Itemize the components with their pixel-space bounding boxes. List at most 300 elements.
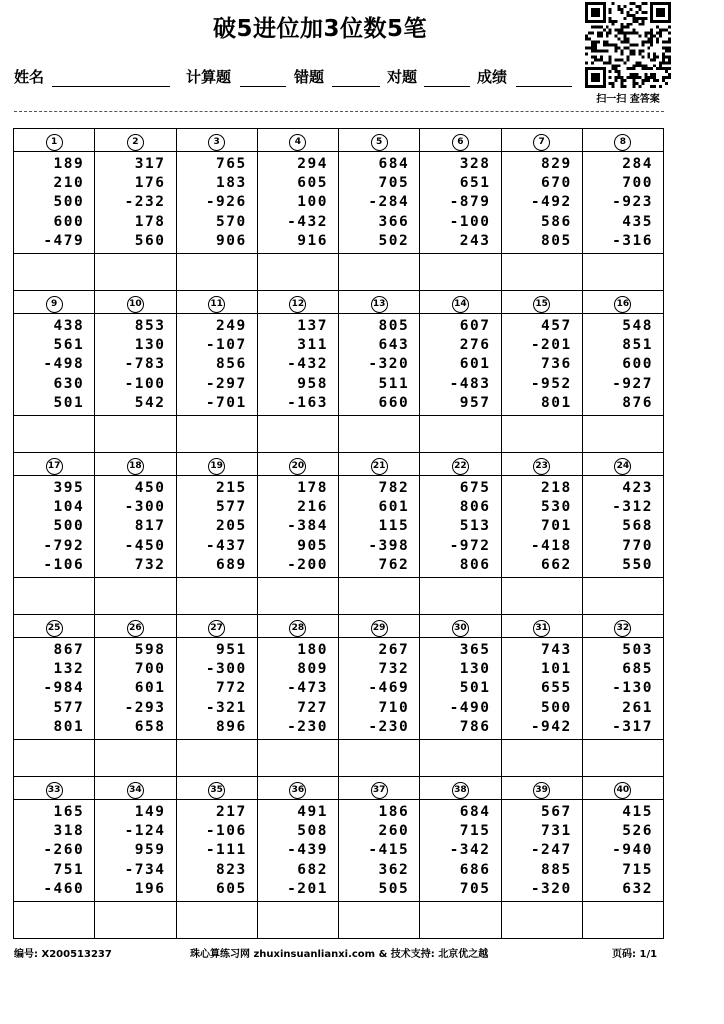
problem-number: 33 [46,782,63,799]
addend-value: 601 [378,499,410,516]
answer-cell[interactable] [582,254,663,291]
problem-values-cell [14,476,95,578]
problem-number-cell [14,453,95,476]
addend-value: -952 [530,375,572,392]
addend-value: 682 [297,861,328,878]
addend-value: 658 [134,718,166,735]
addend-value: 876 [622,394,653,411]
addend-value: 885 [541,861,572,878]
addend-value: 180 [297,642,328,658]
problem-number: 6 [452,134,469,151]
addend-value: 605 [297,175,328,192]
problem-values-cell [176,800,257,902]
addend-value: -163 [287,394,328,411]
addend-value: 715 [622,861,653,878]
addend-value: -498 [43,356,85,373]
problem-values-cell [14,152,95,254]
addend-value: 851 [622,337,653,354]
addend-value: 450 [134,480,166,496]
addend-value: 906 [216,232,247,249]
addend-value: 526 [622,823,653,840]
addend-value: 186 [378,804,410,820]
problem-values-cell [420,638,501,740]
answer-cell[interactable] [582,416,663,453]
addend-value: 457 [541,318,572,334]
addend-value: 366 [378,213,410,230]
addend-value: 137 [297,318,328,334]
answer-cell[interactable] [339,740,420,777]
addend-value: 689 [216,556,247,573]
addend-value: -300 [205,661,247,678]
problem-values-cell [501,476,582,578]
addend-value: 762 [378,556,410,573]
problem-values-cell [420,152,501,254]
addend-value: 542 [134,394,166,411]
problem-number-cell [257,129,338,152]
name-field[interactable] [52,86,170,87]
addend-value: 685 [622,661,653,678]
answer-cell[interactable] [501,578,582,615]
problem-number: 9 [46,296,63,313]
answer-cell[interactable] [95,254,176,291]
addend-value: 362 [378,861,410,878]
score-field[interactable] [516,86,572,87]
answer-cell[interactable] [582,740,663,777]
addend-value: 500 [53,194,85,211]
problem-number: 30 [452,620,469,637]
answer-cell[interactable] [14,578,95,615]
addend-value: 662 [541,556,572,573]
problem-number-cell [582,453,663,476]
problem-values-cell [95,314,176,416]
addend-value: 317 [134,156,166,172]
addend-value: 210 [53,175,85,192]
addend-value: 607 [459,318,491,334]
answer-cell[interactable] [95,416,176,453]
addend-value: 853 [134,318,166,334]
problem-values-cell [582,800,663,902]
problem-number: 24 [614,458,631,475]
addend-value: 284 [622,156,653,172]
answer-cell[interactable] [95,902,176,939]
addend-value: -879 [449,194,491,211]
problem-number-cell [95,291,176,314]
addend-value: 550 [622,556,653,573]
problem-values-cell [176,152,257,254]
answer-cell[interactable] [339,902,420,939]
addend-value: -247 [530,842,572,859]
addend-value: 601 [134,680,166,697]
footer-page: 页码: 1/1 [612,949,658,960]
problem-values-cell [582,476,663,578]
answer-cell[interactable] [14,416,95,453]
answer-cell[interactable] [14,902,95,939]
wrong-count-label: 错题 [294,68,325,86]
addend-value: 165 [53,804,85,820]
addend-value: 311 [297,337,328,354]
addend-value: 505 [378,880,410,897]
addend-value: 318 [53,823,85,840]
problem-number: 15 [533,296,550,313]
problem-number-cell [176,615,257,638]
addend-value: 686 [459,861,491,878]
answer-cell[interactable] [420,902,501,939]
problem-number: 7 [533,134,550,151]
answer-cell[interactable] [420,740,501,777]
problem-number: 40 [614,782,631,799]
problem-number: 28 [289,620,306,637]
addend-value: -230 [287,718,328,735]
problem-number: 1 [46,134,63,151]
problem-number: 8 [614,134,631,151]
problem-number: 25 [46,620,63,637]
addend-value: 805 [378,318,410,334]
problem-number-cell [176,129,257,152]
addend-value: 438 [53,318,85,334]
problem-number-cell [501,777,582,800]
problem-values-cell [339,800,420,902]
addend-value: 261 [622,699,653,716]
addend-value: -342 [449,842,491,859]
addend-value: 806 [459,499,491,516]
addend-value: 867 [53,642,85,658]
addend-value: 570 [216,213,247,230]
answer-cell[interactable] [420,578,501,615]
addend-value: -230 [368,718,410,735]
problem-values-cell [257,638,338,740]
addend-value: 743 [541,642,572,658]
problem-number-cell [420,453,501,476]
problem-values-cell [420,800,501,902]
problem-number-cell [420,777,501,800]
problem-values-cell [501,314,582,416]
addend-value: 501 [459,680,491,697]
problem-number: 23 [533,458,550,475]
addend-value: 805 [541,232,572,249]
addend-value: 435 [622,213,653,230]
addend-value: 267 [378,642,410,658]
addend-value: 958 [297,375,328,392]
problem-number: 10 [127,296,144,313]
addend-value: 856 [216,356,247,373]
problem-values-cell [420,314,501,416]
problem-values-cell [257,152,338,254]
problem-number-cell [339,291,420,314]
addend-value: 772 [216,680,247,697]
addend-value: -130 [612,680,653,697]
answer-cell[interactable] [95,740,176,777]
answer-cell[interactable] [420,254,501,291]
addend-value: -107 [205,337,247,354]
answer-cell[interactable] [501,254,582,291]
wrong-count-field[interactable] [332,86,380,87]
addend-value: -232 [124,194,166,211]
addend-value: 530 [541,499,572,516]
problem-number-cell [95,615,176,638]
addend-value: -473 [287,680,328,697]
addend-value: 218 [541,480,572,496]
problem-number-cell [501,615,582,638]
addend-value: 801 [53,718,85,735]
addend-value: 916 [297,232,328,249]
addend-value: -783 [124,356,166,373]
problem-number-cell [339,615,420,638]
problem-number-cell [420,615,501,638]
addend-value: 196 [134,880,166,897]
addend-value: 809 [297,661,328,678]
addend-value: 500 [541,699,572,716]
problem-number: 36 [289,782,306,799]
addend-value: 205 [216,518,247,535]
addend-value: 561 [53,337,85,354]
addend-value: 577 [53,699,85,716]
problem-number-cell [339,129,420,152]
addend-value: 801 [541,394,572,411]
problem-values-cell [339,314,420,416]
addend-value: 502 [378,232,410,249]
addend-value: 959 [134,842,166,859]
addend-value: 651 [459,175,491,192]
problem-values-cell [257,800,338,902]
problem-number: 29 [371,620,388,637]
addend-value: 216 [297,499,328,516]
problem-number: 12 [289,296,306,313]
addend-value: -200 [287,556,328,573]
addend-value: 423 [622,480,653,496]
answer-cell[interactable] [339,416,420,453]
addend-value: -321 [205,699,247,716]
addend-value: 829 [541,156,572,172]
addend-value: 684 [459,804,491,820]
problem-values-cell [582,314,663,416]
problem-number-cell [582,291,663,314]
addend-value: 415 [622,804,653,820]
addend-value: -984 [43,680,85,697]
problem-values-cell [14,800,95,902]
addend-value: 500 [53,518,85,535]
addend-value: 395 [53,480,85,496]
addend-value: 217 [216,804,247,820]
addend-value: -492 [530,194,572,211]
problem-number: 38 [452,782,469,799]
addend-value: -415 [368,842,410,859]
answer-cell[interactable] [14,254,95,291]
answer-cell[interactable] [339,578,420,615]
addend-value: 806 [459,556,491,573]
addend-value: -432 [287,356,328,373]
addend-value: 905 [297,537,328,554]
addend-value: -483 [449,375,491,392]
answer-cell[interactable] [176,254,257,291]
problem-number-cell [420,291,501,314]
addend-value: -792 [43,537,85,554]
addend-value: -479 [43,232,85,249]
addend-value: 600 [53,213,85,230]
answer-cell[interactable] [582,578,663,615]
answer-cell[interactable] [257,902,338,939]
addend-value: 670 [541,175,572,192]
problem-number-cell [501,129,582,152]
addend-value: 957 [459,394,491,411]
addend-value: -284 [368,194,410,211]
addend-value: 770 [622,537,653,554]
problem-values-cell [176,314,257,416]
addend-value: 732 [134,556,166,573]
answer-cell[interactable] [176,416,257,453]
addend-value: -439 [287,842,328,859]
addend-value: -940 [612,842,653,859]
answer-cell[interactable] [176,578,257,615]
addend-value: 365 [459,642,491,658]
calc-count-field[interactable] [240,86,286,87]
problem-values-cell [339,476,420,578]
problem-number-cell [14,777,95,800]
problem-number-cell [95,777,176,800]
addend-value: -293 [124,699,166,716]
problem-number: 32 [614,620,631,637]
answer-cell[interactable] [176,740,257,777]
addend-value: 501 [53,394,85,411]
addend-value: 705 [459,880,491,897]
addend-value: 782 [378,480,410,496]
addend-value: -124 [124,823,166,840]
answer-cell[interactable] [14,740,95,777]
addend-value: 727 [297,699,328,716]
addend-value: 684 [378,156,410,172]
problem-values-cell [257,314,338,416]
addend-value: 736 [541,356,572,373]
problem-values-cell [176,476,257,578]
answer-cell[interactable] [501,740,582,777]
addend-value: -972 [449,537,491,554]
problem-number: 21 [371,458,388,475]
problem-number-cell [582,777,663,800]
problem-number: 13 [371,296,388,313]
addend-value: -100 [449,213,491,230]
answer-cell[interactable] [582,902,663,939]
problem-number-cell [257,291,338,314]
problem-number-cell [501,453,582,476]
qr-code-icon[interactable] [584,2,672,88]
right-count-field[interactable] [424,86,470,87]
addend-value: 732 [378,661,410,678]
addend-value: 130 [459,661,491,678]
addend-value: 577 [216,499,247,516]
addend-value: 243 [459,232,491,249]
problem-number: 11 [208,296,225,313]
addend-value: 508 [297,823,328,840]
addend-value: -701 [205,394,247,411]
problem-values-cell [501,800,582,902]
addend-value: 149 [134,804,166,820]
problem-values-cell [582,152,663,254]
addend-value: 260 [378,823,410,840]
addend-value: 104 [53,499,85,516]
answer-cell[interactable] [95,578,176,615]
addend-value: 700 [134,661,166,678]
answer-cell[interactable] [339,254,420,291]
addend-value: -106 [43,556,85,573]
right-count-label: 对题 [387,68,418,86]
problem-number-cell [339,777,420,800]
cut-line-divider [14,111,664,112]
qr-caption: 扫一扫 查答案 [596,94,660,105]
addend-value: -320 [530,880,572,897]
footer-site: 珠心算练习网 zhuxinsuanlianxi.com & 技术支持: 北京优之越 [190,949,489,960]
addend-value: 715 [459,823,491,840]
addend-value: 701 [541,518,572,535]
answer-cell[interactable] [257,416,338,453]
addend-value: 643 [378,337,410,354]
addend-value: -312 [612,499,653,516]
answer-cell[interactable] [420,416,501,453]
addend-value: -100 [124,375,166,392]
answer-cell[interactable] [257,254,338,291]
addend-value: 823 [216,861,247,878]
problem-values-cell [582,638,663,740]
problem-values-cell [95,638,176,740]
problem-number-cell [95,453,176,476]
problem-number: 5 [371,134,388,151]
addend-value: -923 [612,194,653,211]
page-title: 破5进位加3位数5笔 [212,16,427,42]
problem-values-cell [501,638,582,740]
addend-value: -460 [43,880,85,897]
addend-value: 600 [622,356,653,373]
answer-cell[interactable] [257,578,338,615]
addend-value: -490 [449,699,491,716]
addend-value: 511 [378,375,410,392]
answer-cell[interactable] [501,416,582,453]
addend-value: -300 [124,499,166,516]
problem-values-cell [339,152,420,254]
addend-value: 896 [216,718,247,735]
problem-number-cell [176,291,257,314]
addend-value: -437 [205,537,247,554]
name-label: 姓名 [14,68,45,86]
addend-value: 632 [622,880,653,897]
score-label: 成绩 [477,68,508,86]
addend-value: -111 [205,842,247,859]
problem-number: 31 [533,620,550,637]
problem-number-cell [176,777,257,800]
addend-value: 951 [216,642,247,658]
addend-value: 189 [53,156,85,172]
problem-values-cell [95,152,176,254]
problem-values-cell [420,476,501,578]
problem-number: 16 [614,296,631,313]
addend-value: 700 [622,175,653,192]
answer-cell[interactable] [501,902,582,939]
problem-number-cell [14,129,95,152]
addend-value: -320 [368,356,410,373]
addend-value: 178 [134,213,166,230]
problem-number-cell [582,129,663,152]
problem-number-cell [176,453,257,476]
addend-value: -398 [368,537,410,554]
addend-value: -926 [205,194,247,211]
addend-value: 130 [134,337,166,354]
addend-value: -384 [287,518,328,535]
answer-cell[interactable] [257,740,338,777]
addend-value: 132 [53,661,85,678]
answer-cell[interactable] [176,902,257,939]
addend-value: 100 [297,194,328,211]
problem-number-cell [582,615,663,638]
addend-value: 178 [297,480,328,496]
addend-value: 503 [622,642,653,658]
student-info-bar [14,64,584,90]
